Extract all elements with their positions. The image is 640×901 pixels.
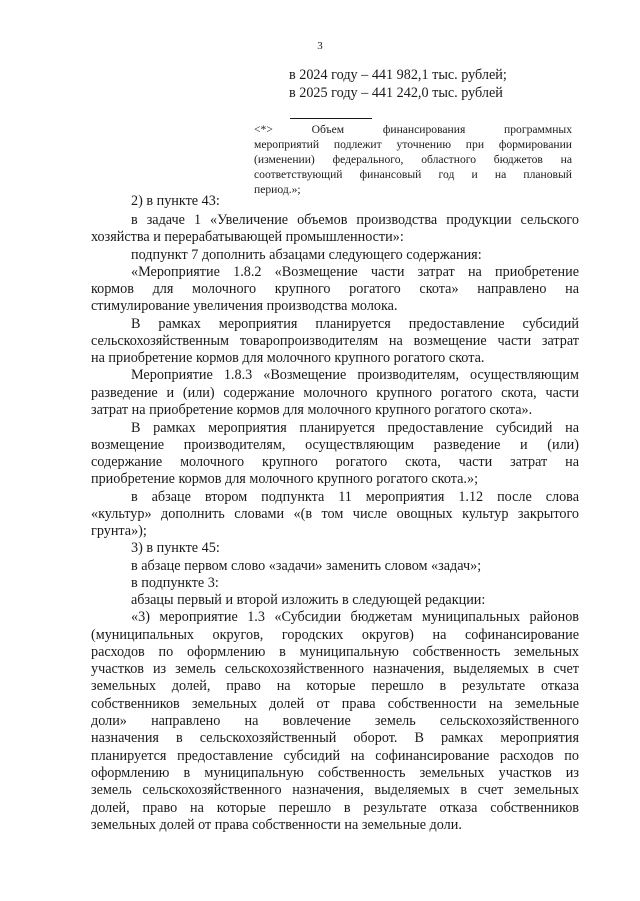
footnote-line: <*> Объем финансирования программных bbox=[254, 123, 572, 136]
body-line: участков из земель сельскохозяйственного назначения, выделяемых в счет bbox=[91, 661, 579, 677]
body-line: долей, право на которые перешло в результате отказа собственников bbox=[91, 800, 579, 816]
footnote-line: мероприятий подлежит уточнению при формировании bbox=[254, 138, 572, 151]
funding-line: в 2024 году – 441 982,1 тыс. рублей; bbox=[289, 67, 507, 83]
body-line: «Мероприятие 1.8.2 «Возмещение части затрат на приобретение bbox=[131, 264, 579, 280]
body-line: на приобретение кормов для молочного крупного рогатого скота. bbox=[91, 350, 485, 366]
body-line: приобретение кормов для молочного крупного рогатого скота.»; bbox=[91, 471, 479, 487]
body-line: разведение и (или) содержание молочного крупного рогатого скота, части bbox=[91, 385, 579, 401]
body-line: в подпункте 3: bbox=[131, 575, 219, 591]
body-line: земель сельскохозяйственного назначения, выделяемых в счет земельных bbox=[91, 782, 579, 798]
funding-line: в 2025 году – 441 242,0 тыс. рублей bbox=[289, 85, 503, 101]
body-line: В рамках мероприятия планируется предоставление субсидий bbox=[131, 316, 579, 332]
body-line: (муниципальных округов, городских округов) на софинансирование bbox=[91, 627, 579, 643]
footnote-line: период.»; bbox=[254, 183, 301, 196]
body-line: оформлению в муниципальную собственность земельных участков из bbox=[91, 765, 579, 781]
body-line: возмещение производителям, осуществляющим разведение и (или) bbox=[91, 437, 579, 453]
body-line: подпункт 7 дополнить абзацами следующего содержания: bbox=[131, 247, 482, 263]
body-line: земельных долей от права собственности на земельные доли. bbox=[91, 817, 462, 833]
footnote-line: (изменении) федерального, областного бюджетов на bbox=[254, 153, 572, 166]
body-line: земельных долей, право на которые перешло в результате отказа bbox=[91, 678, 579, 694]
body-line: 2) в пункте 43: bbox=[131, 193, 220, 209]
body-line: В рамках мероприятия планируется предоставление субсидий на bbox=[131, 420, 579, 436]
footnote-line: соответствующий финансовый год и на плановый bbox=[254, 168, 572, 181]
body-line: в абзаце первом слово «задачи» заменить словом «задач»; bbox=[131, 558, 482, 574]
body-line: кормов для молочного крупного рогатого скота» направлено на bbox=[91, 281, 579, 297]
page-number: 3 bbox=[317, 40, 323, 52]
body-line: доли» направлено на вовлечение земель сельскохозяйственного bbox=[91, 713, 579, 729]
body-line: расходов по оформлению в муниципальную собственность земельных bbox=[91, 644, 579, 660]
body-line: «культур» дополнить словами «(в том числе овощных культур закрытого bbox=[91, 506, 579, 522]
body-line: собственников земельных долей от права собственности на земельные bbox=[91, 696, 579, 712]
body-line: стимулирование увеличения производства молока. bbox=[91, 298, 398, 314]
body-line: Мероприятие 1.8.3 «Возмещение производителям, осуществляющим bbox=[131, 367, 579, 383]
body-line: содержание молочного крупного рогатого скота, части затрат на bbox=[91, 454, 579, 470]
body-line: затрат на приобретение кормов для молочного крупного рогатого скота». bbox=[91, 402, 533, 418]
body-line: абзацы первый и второй изложить в следующей редакции: bbox=[131, 592, 486, 608]
body-line: назначения в сельскохозяйственный оборот. В рамках мероприятия bbox=[91, 730, 579, 746]
footnote-separator bbox=[290, 118, 372, 119]
body-line: планируется предоставление субсидий на софинансирование расходов по bbox=[91, 748, 579, 764]
body-line: грунта»); bbox=[91, 523, 147, 539]
body-line: в задаче 1 «Увеличение объемов производства продукции сельского bbox=[131, 212, 579, 228]
body-line: «3) мероприятие 1.3 «Субсидии бюджетам муниципальных районов bbox=[131, 609, 579, 625]
body-line: хозяйства и перерабатывающей промышленности»: bbox=[91, 229, 404, 245]
body-line: сельскохозяйственным товаропроизводителям на возмещение части затрат bbox=[91, 333, 579, 349]
body-line: в абзаце втором подпункта 11 мероприятия 1.12 после слова bbox=[131, 489, 579, 505]
body-line: 3) в пункте 45: bbox=[131, 540, 220, 556]
